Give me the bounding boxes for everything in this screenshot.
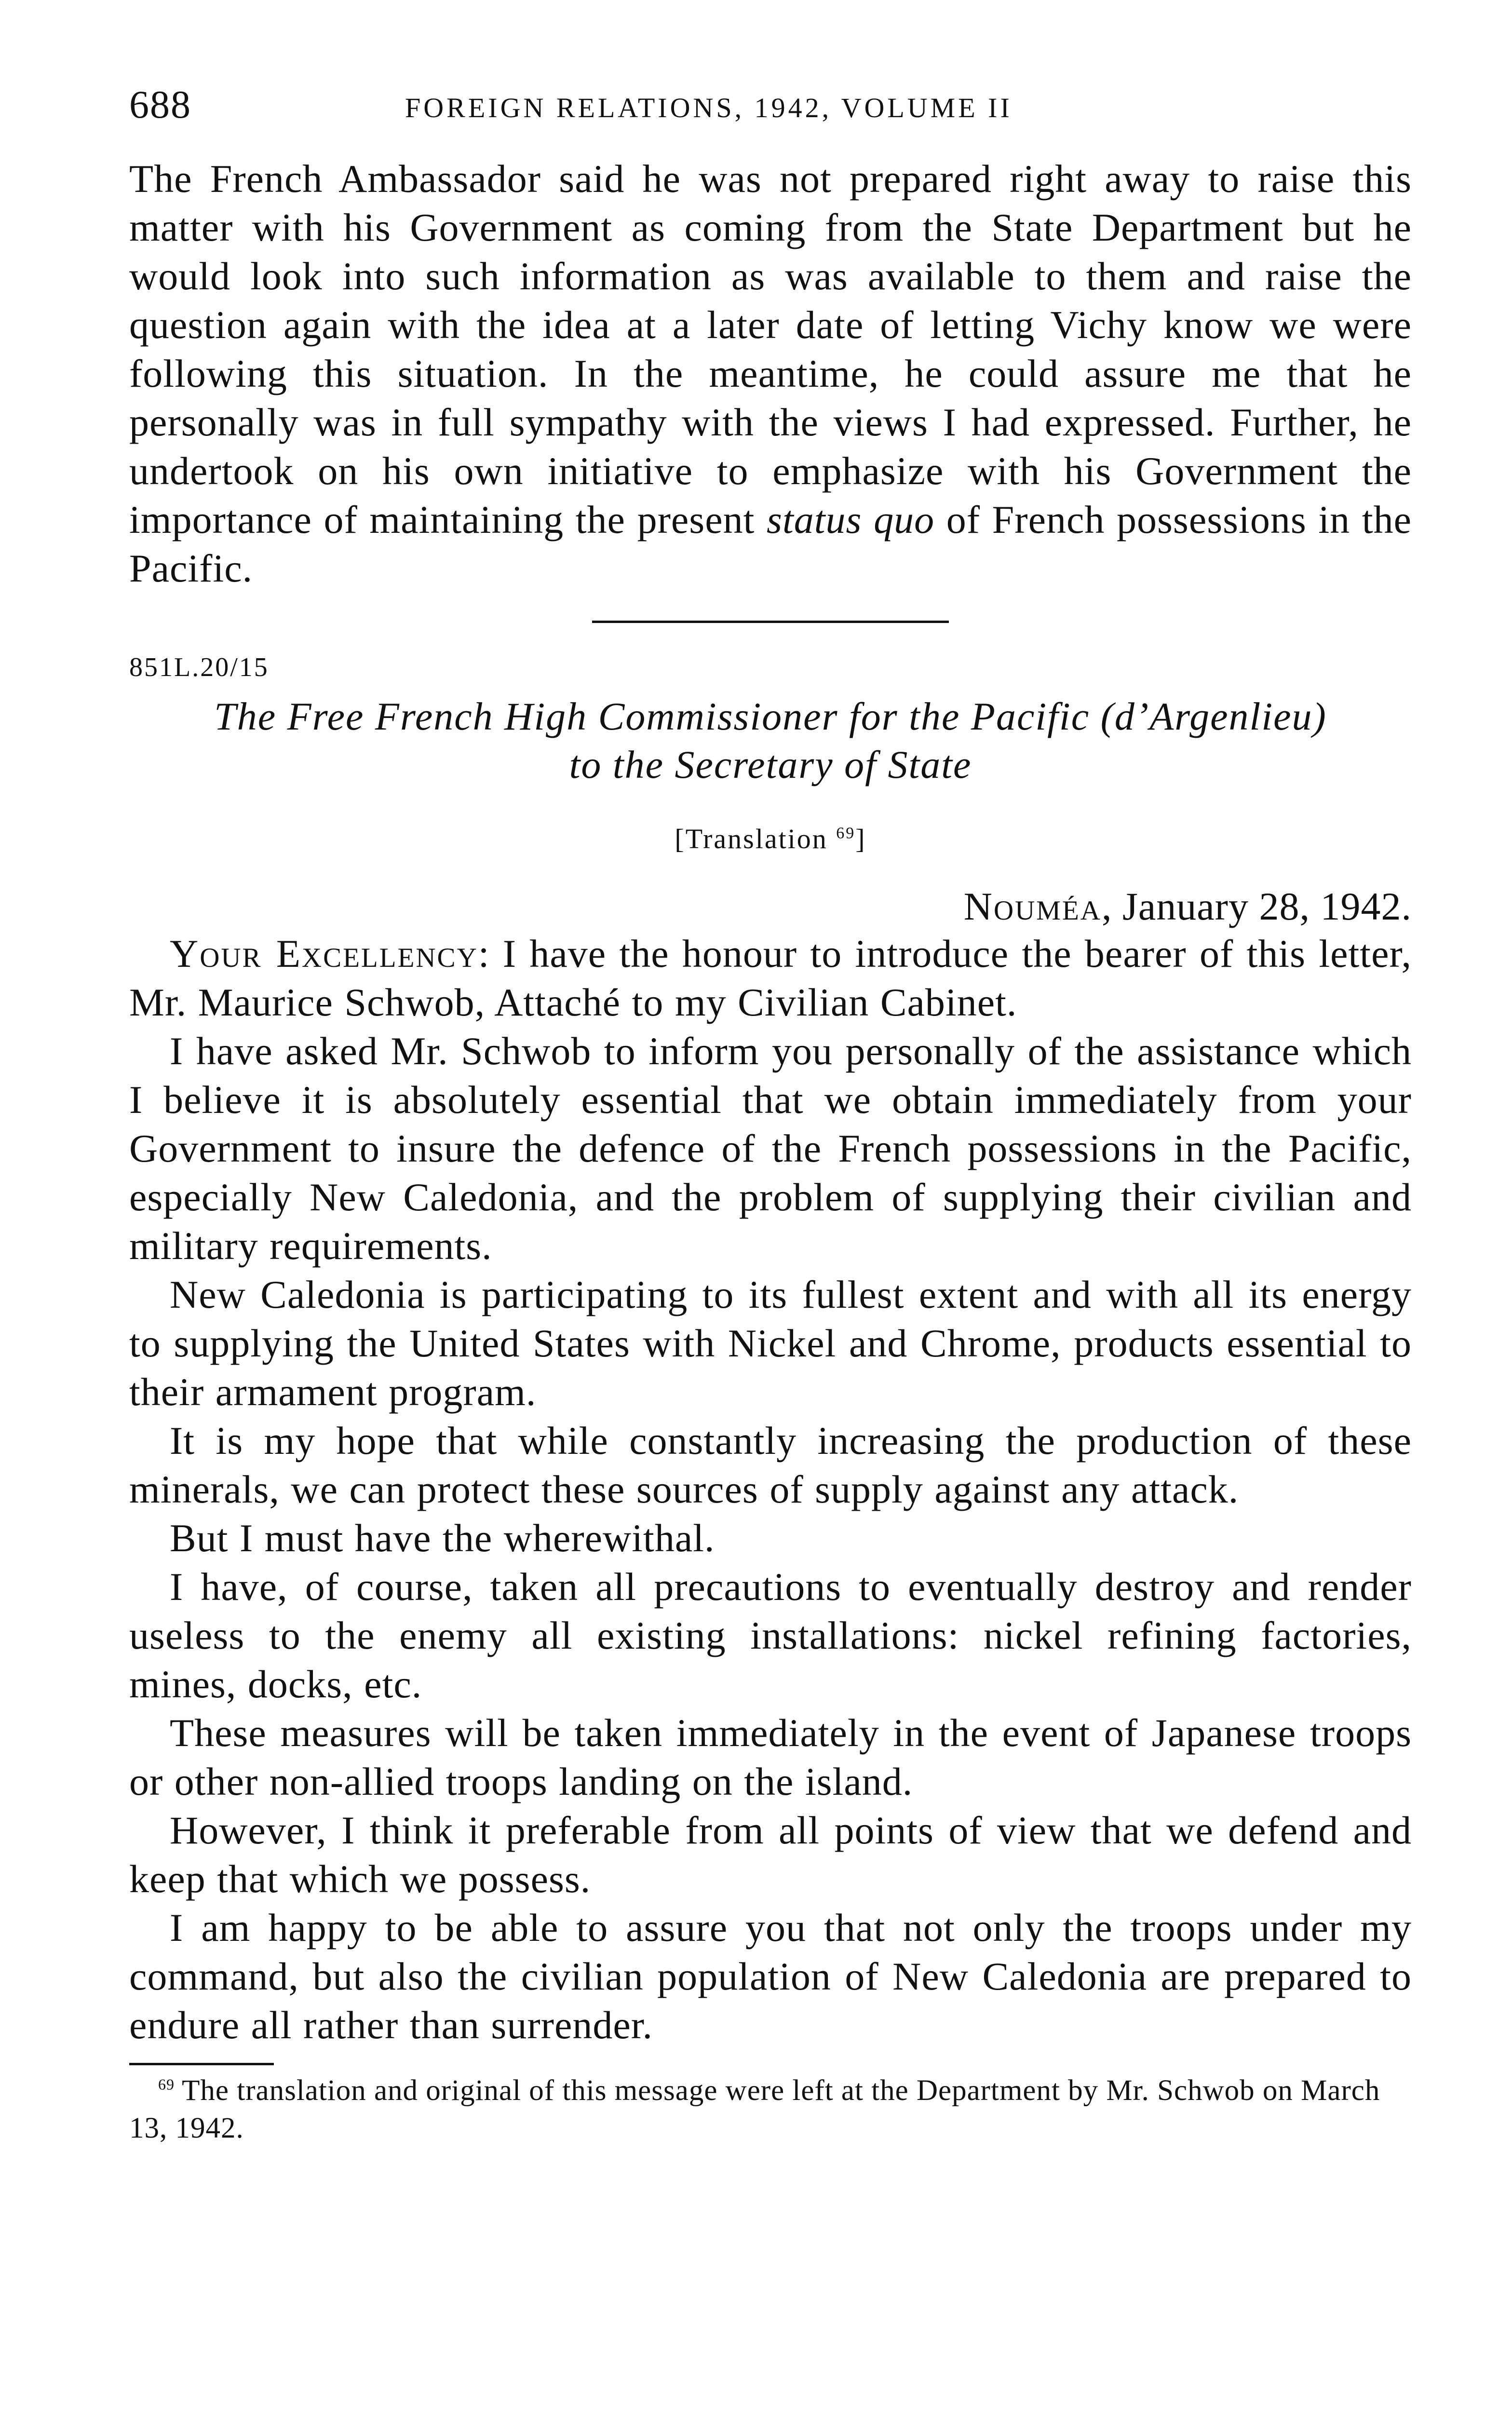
salutation: Your Excellency bbox=[170, 932, 478, 975]
dateline-place: Nouméa bbox=[963, 884, 1102, 928]
dateline-date: , January 28, 1942. bbox=[1101, 884, 1412, 928]
letter-paragraph-1: Your Excellency: I have the honour to introduce the bearer of this letter, Mr. Maurice Schwob, Attaché to my Civilian Cabinet. bbox=[129, 932, 1412, 1024]
file-number: 851L.20/15 bbox=[129, 652, 269, 682]
translation-label: [Translation $^{69}$] bbox=[675, 823, 866, 854]
footnote-number: 69 bbox=[158, 2075, 175, 2093]
intro-paragraph bbox=[129, 154, 1412, 593]
intro-italic-phrase: status quo bbox=[767, 498, 935, 542]
document-title bbox=[129, 692, 1412, 789]
running-title: FOREIGN RELATIONS, 1942, VOLUME II bbox=[405, 92, 1012, 123]
document-title-line-1: The Free French High Commissioner for the Pacific (d’Argenlieu) bbox=[214, 694, 1327, 738]
running-head bbox=[129, 72, 1412, 125]
letter-paragraph-2: I have asked Mr. Schwob to inform you personally of the assistance which I believe it is absolutely essential that we obtain immediately from your Government to insure the defence of the French possessions in the Pacific, especially New Caledonia, and the problem of supplying their civilian and military requirements. bbox=[129, 1029, 1412, 1268]
letter-paragraph-6: I have, of course, taken all precautions to eventually destroy and render useless to the enemy all existing installations: nickel refining factories, mines, docks, etc. bbox=[129, 1565, 1412, 1706]
dateline bbox=[129, 884, 1412, 929]
letter-paragraph-7: These measures will be taken immediately in the event of Japanese troops or other non-allied troops landing on the island. bbox=[129, 1711, 1412, 1803]
letter-paragraph-3: New Caledonia is participating to its fullest extent and with all its energy to supplying the United States with Nickel and Chrome, products essential to their armament program. bbox=[129, 1273, 1412, 1414]
section-divider bbox=[592, 621, 949, 623]
footnote bbox=[129, 2072, 1412, 2147]
letter-paragraph-8: However, I think it preferable from all points of view that we defend and keep that which we possess. bbox=[129, 1808, 1412, 1901]
intro-text-2: of French possessions in the Pacific. bbox=[129, 498, 1412, 590]
intro-text-1: The French Ambassador said he was not prepared right away to raise this matter with his Government as coming from the State Department but he would look into such information as was available to them and raise the question again with the idea at a later date of letting Vichy know we were following this situation. In the meantime, he could assure me that he personally was in full sympathy with the views I had expressed. Further, he undertook on his own initiative to emphasize with his Government the importance of maintaining the present bbox=[129, 157, 1412, 542]
letter-paragraph-5: But I must have the wherewithal. bbox=[170, 1516, 715, 1560]
footnote-divider bbox=[129, 2063, 274, 2065]
page-number: 688 bbox=[129, 82, 191, 126]
page bbox=[129, 72, 1412, 2177]
letter-paragraph-4: It is my hope that while constantly increasing the production of these minerals, we can protect these sources of supply against any attack. bbox=[129, 1419, 1412, 1511]
document-title-line-2: to the Secretary of State bbox=[569, 743, 972, 786]
footnote-ref-69: 69 bbox=[836, 824, 856, 842]
letter-paragraph-9: I am happy to be able to assure you that not only the troops under my command, but also the civilian population of New Caledonia are prepared to endure all rather than surrender. bbox=[129, 1906, 1412, 2047]
footnote-text: The translation and original of this message were left at the Department by Mr. Schwob on March 13, 1942. bbox=[129, 2074, 1380, 2144]
